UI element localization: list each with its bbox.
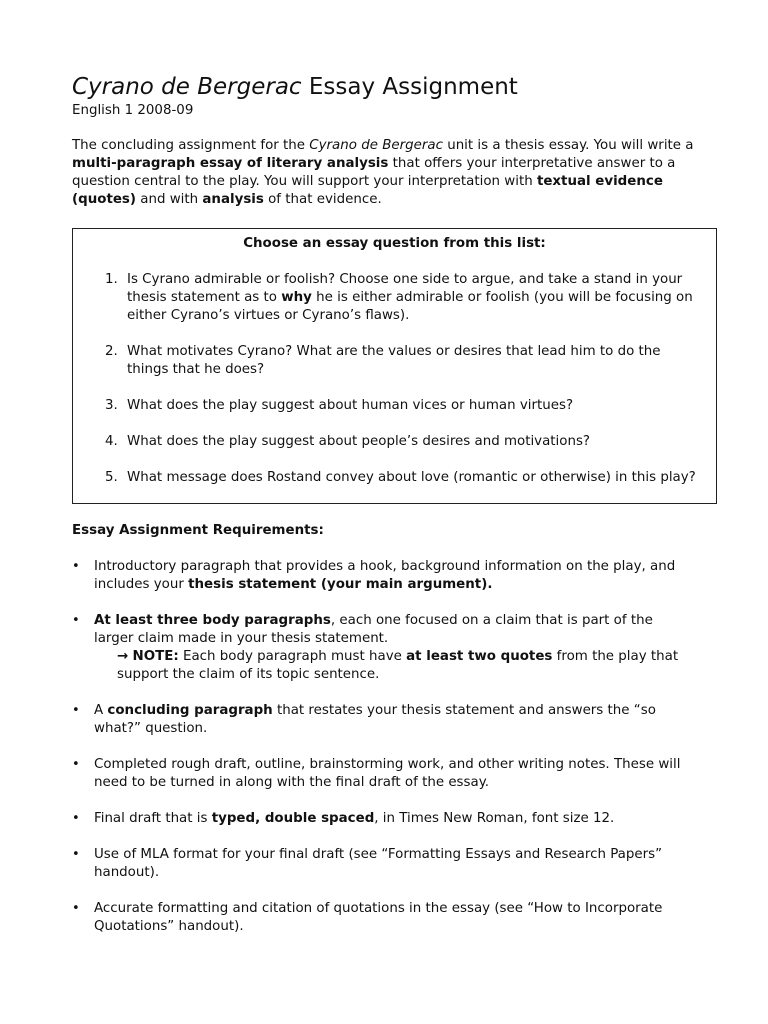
requirement-item <box>72 846 694 882</box>
requirements-list <box>72 558 720 936</box>
requirement-item <box>72 900 694 936</box>
bullet-icon: • <box>72 901 80 916</box>
note-text: from the play that support the claim of its topic sentence. <box>117 649 679 682</box>
note-label: NOTE: <box>132 649 179 664</box>
bullet-icon: • <box>72 811 80 826</box>
requirement-emphasis: thesis statement (your main argument). <box>188 577 493 592</box>
essay-question-item <box>73 343 716 379</box>
requirement-text: A <box>94 703 108 718</box>
requirement-text: Use of MLA format for your final draft (see “Formatting Essays and Research Papers” handout). <box>94 847 663 880</box>
bullet-icon: • <box>72 847 80 862</box>
intro-paragraph <box>72 137 708 209</box>
requirement-text: Final draft that is <box>94 811 212 826</box>
page-title <box>72 72 720 102</box>
intro-text: and with <box>136 192 203 207</box>
bullet-icon: • <box>72 559 80 574</box>
requirement-item <box>72 558 694 594</box>
requirements-heading: Essay Assignment Requirements: <box>72 523 324 538</box>
requirement-item <box>72 702 694 738</box>
question-number: 1. <box>105 272 118 287</box>
essay-question-item <box>73 469 716 487</box>
intro-text: of that evidence. <box>263 192 382 207</box>
intro-text: unit is a thesis essay. You will write a <box>442 138 694 153</box>
requirement-item <box>72 756 694 792</box>
title-rest: Essay Assignment <box>301 74 518 100</box>
intro-emphasis: analysis <box>202 192 264 207</box>
requirement-text: , each one focused on a claim that is part of the larger claim made in your thesis statement. <box>94 613 653 646</box>
requirement-emphasis: At least three body paragraphs <box>94 613 331 628</box>
essay-question-item <box>73 433 716 451</box>
intro-text: that offers your interpretative answer to a question central to the play. You will support your interpretation with <box>72 156 676 189</box>
question-number: 4. <box>105 434 118 449</box>
requirement-note <box>94 648 694 684</box>
requirement-item <box>72 612 694 684</box>
question-text: What motivates Cyrano? What are the values or desires that lead him to do the things that he does? <box>127 344 661 377</box>
bullet-icon: • <box>72 703 80 718</box>
intro-text: The concluding assignment for the <box>72 138 310 153</box>
question-text: he is either admirable or foolish (you will be focusing on either Cyrano’s virtues or Cyrano’s flaws). <box>127 290 693 323</box>
question-text: Is Cyrano admirable or foolish? Choose one side to argue, and take a stand in your thesis statement as to <box>127 272 683 305</box>
course-subtitle: English 1 2008-09 <box>72 103 194 118</box>
requirement-text: , in Times New Roman, font size 12. <box>374 811 615 826</box>
note-emphasis: at least two quotes <box>406 649 553 664</box>
requirement-emphasis: typed, double spaced <box>211 811 375 826</box>
note-text: Each body paragraph must have <box>178 649 407 664</box>
essay-question-item <box>73 271 716 325</box>
essay-question-list <box>73 271 716 487</box>
bullet-icon: • <box>72 613 80 628</box>
question-number: 3. <box>105 398 118 413</box>
question-box-heading: Choose an essay question from this list: <box>243 236 546 251</box>
essay-question-item <box>73 397 716 415</box>
intro-emphasis: textual evidence (quotes) <box>72 174 663 207</box>
question-text: What does the play suggest about people’s desires and motivations? <box>127 434 591 449</box>
title-play-name: Cyrano de Bergerac <box>72 74 302 100</box>
document-page <box>72 72 720 954</box>
intro-play-name: Cyrano de Bergerac <box>309 138 443 153</box>
question-number: 5. <box>105 470 118 485</box>
question-text: What message does Rostand convey about love (romantic or otherwise) in this play? <box>127 470 696 485</box>
question-text: What does the play suggest about human vices or human virtues? <box>127 398 574 413</box>
requirement-text: that restates your thesis statement and answers the “so what?” question. <box>94 703 656 736</box>
requirement-text: Completed rough draft, outline, brainstorming work, and other writing notes. These will need to be turned in along with the final draft of the essay. <box>94 757 681 790</box>
question-number: 2. <box>105 344 118 359</box>
requirement-item <box>72 810 694 828</box>
intro-emphasis: multi-paragraph essay of literary analysis <box>72 156 389 171</box>
essay-question-box <box>72 228 717 504</box>
requirement-emphasis: concluding paragraph <box>107 703 273 718</box>
requirement-text: Accurate formatting and citation of quotations in the essay (see “How to Incorporate Quotations” handout). <box>94 901 663 934</box>
arrow-right-icon: → <box>117 649 129 664</box>
question-emphasis: why <box>281 290 312 305</box>
requirement-text: Introductory paragraph that provides a hook, background information on the play, and includes your <box>94 559 676 592</box>
bullet-icon: • <box>72 757 80 772</box>
